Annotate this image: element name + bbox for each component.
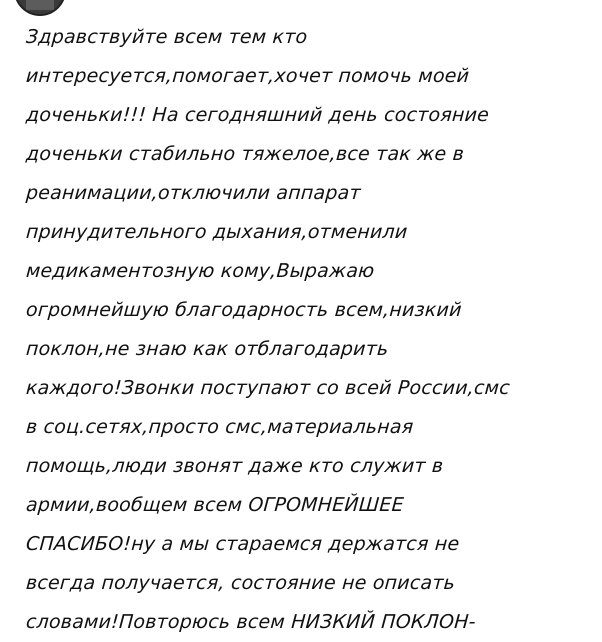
post-line-12: помощь,люди звонят даже кто служит в xyxy=(25,455,445,477)
post-line-5: реанимации,отключили аппарат xyxy=(25,182,362,204)
post-line-14: СПАСИБО!ну а мы стараемся держатся не xyxy=(25,533,461,555)
post-line-9: поклон,не знаю как отблагодарить xyxy=(25,338,390,360)
post-line-7: медикаментозную кому,Выражаю xyxy=(25,260,376,282)
post-line-8: огромнейшую благодарность всем,низкий xyxy=(25,299,463,321)
post-line-11: в соц.сетях,просто смс,материальная xyxy=(25,416,415,438)
post-line-16: словами!Повторюсь всем НИЗКИЙ ПОКЛОН- xyxy=(25,611,477,633)
post-line-4: доченьки стабильно тяжелое,все так же в xyxy=(25,143,465,165)
post-line-2: интересуется,помогает,хочет помочь моей xyxy=(25,65,471,87)
post-line-10: каждого!Звонки поступают со всей России,смс xyxy=(25,377,511,399)
post-text xyxy=(26,18,596,642)
post-line-13: армии,вообщем всем ОГРОМНЕЙШЕЕ xyxy=(25,494,405,516)
post-line-1: Здравствуйте всем тем кто xyxy=(25,26,309,48)
avatar[interactable] xyxy=(14,0,66,16)
post-line-15: всегда получается, состояние не описать xyxy=(25,572,456,594)
post-line-3: доченьки!!! На сегодняшний день состояние xyxy=(25,104,490,126)
post-line-6: принудительного дыхания,отменили xyxy=(25,221,409,243)
